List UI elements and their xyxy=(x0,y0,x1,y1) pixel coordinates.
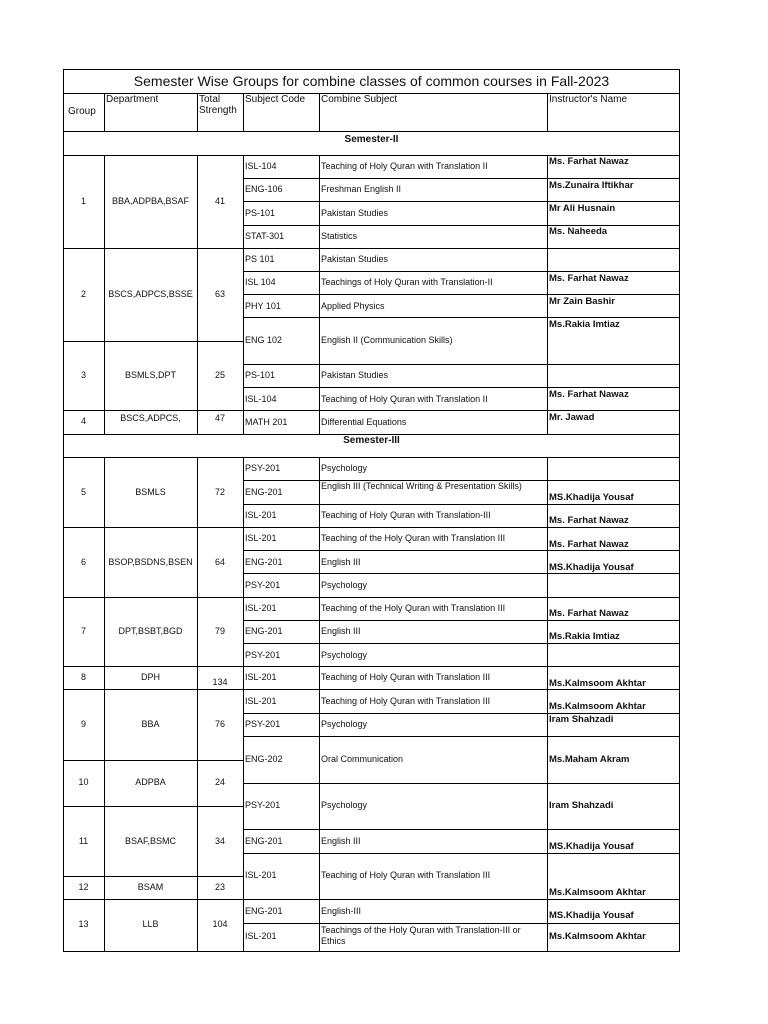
subject-code: ENG-201 xyxy=(245,836,283,846)
subject-code: PSY-201 xyxy=(245,800,281,810)
department: BBA xyxy=(141,719,160,729)
subject-code: PS 101 xyxy=(245,254,275,264)
subject-code: ISL 104 xyxy=(245,277,276,287)
subject-code: PSY-201 xyxy=(245,580,281,590)
instructor-name: Ms. Naheeda xyxy=(549,226,608,237)
group-number: 13 xyxy=(78,919,89,929)
divider xyxy=(243,643,680,644)
combine-subject: English III (Technical Writing & Presentation Skills) xyxy=(321,481,522,491)
divider xyxy=(243,201,680,202)
semester-heading: Semester-III xyxy=(343,435,400,446)
divider xyxy=(63,760,244,761)
header-combine-subject: Combine Subject xyxy=(321,94,398,105)
col-line xyxy=(104,457,105,951)
department: BSMLS xyxy=(135,487,166,497)
subject-code: ENG-202 xyxy=(245,754,283,764)
subject-code: ENG-201 xyxy=(245,557,283,567)
total-strength: 34 xyxy=(214,836,225,846)
divider xyxy=(243,294,680,295)
group-number: 12 xyxy=(78,882,89,892)
divider xyxy=(243,271,680,272)
total-strength: 64 xyxy=(214,557,225,567)
instructor-name: Ms.Kalmsoom Akhtar xyxy=(549,887,646,898)
instructor-name: MS.Khadija Yousaf xyxy=(549,492,634,503)
combine-subject: Pakistan Studies xyxy=(321,370,389,380)
subject-code: ENG-201 xyxy=(245,626,283,636)
subject-code: ISL-201 xyxy=(245,696,277,706)
instructor-name: Ms.Kalmsoom Akhtar xyxy=(549,931,646,942)
subject-code: ENG-106 xyxy=(245,184,283,194)
instructor-name: MS.Khadija Yousaf xyxy=(549,910,634,921)
subject-code: PS-101 xyxy=(245,370,276,380)
instructor-name: Ms.Zunaira Iftikhar xyxy=(549,180,634,191)
combine-subject: Teaching of Holy Quran with Translation III xyxy=(321,696,491,706)
department: BSCS,ADPCS,BSSE xyxy=(108,289,193,299)
divider xyxy=(63,689,680,690)
total-strength: 47 xyxy=(214,413,225,423)
total-strength: 63 xyxy=(214,289,225,299)
total-strength: 104 xyxy=(212,919,228,929)
divider xyxy=(63,666,680,667)
divider xyxy=(243,573,680,574)
divider xyxy=(243,504,680,505)
group-number: 2 xyxy=(80,289,86,299)
divider xyxy=(243,364,680,365)
department: LLB xyxy=(142,919,159,929)
department: BSAF,BSMC xyxy=(124,836,176,846)
group-number: 3 xyxy=(80,370,86,380)
subject-code: ENG 102 xyxy=(245,335,283,345)
combine-subject: Statistics xyxy=(321,231,358,241)
subject-code: ISL-104 xyxy=(245,394,277,404)
subject-code: PS-101 xyxy=(245,208,276,218)
divider xyxy=(63,527,680,528)
col-line xyxy=(319,93,320,132)
combine-subject: Psychology xyxy=(321,580,368,590)
col-line xyxy=(243,457,244,951)
divider xyxy=(243,387,680,388)
col-line xyxy=(547,457,548,951)
divider xyxy=(243,783,680,784)
combine-subject: Teaching of Holy Quran with Translation II xyxy=(321,161,488,171)
header-subject-code: Subject Code xyxy=(245,94,306,105)
subject-code: ISL-201 xyxy=(245,603,277,613)
divider xyxy=(63,410,680,411)
group-number: 9 xyxy=(80,719,86,729)
col-line xyxy=(547,93,548,132)
col-line xyxy=(104,93,105,132)
total-strength: 72 xyxy=(214,487,225,497)
divider xyxy=(243,736,680,737)
combine-subject: English II (Communication Skills) xyxy=(321,335,453,345)
combine-subject: Teaching of the Holy Quran with Translation III xyxy=(321,603,506,613)
divider xyxy=(243,550,680,551)
instructor-name: Ms. Farhat Nawaz xyxy=(549,539,629,550)
combine-subject: Teaching of Holy Quran with Translation II xyxy=(321,394,488,404)
total-strength: 23 xyxy=(214,882,225,892)
group-number: 4 xyxy=(80,416,86,426)
subject-code: ISL-201 xyxy=(245,533,277,543)
combine-subject: Psychology xyxy=(321,719,368,729)
col-line xyxy=(197,457,198,951)
combine-subject: English III xyxy=(321,626,361,636)
subject-code: PSY-201 xyxy=(245,719,281,729)
divider xyxy=(243,317,680,318)
instructor-name: Mr. Jawad xyxy=(549,412,595,423)
subject-code: ISL-104 xyxy=(245,161,277,171)
combine-subject: Teachings of the Holy Quran with Translation-III or Ethics xyxy=(321,925,521,946)
total-strength: 41 xyxy=(214,196,225,206)
instructor-name: Ms. Farhat Nawaz xyxy=(549,389,629,400)
header-instructor: Instructor's Name xyxy=(549,94,628,105)
group-number: 5 xyxy=(80,487,86,497)
combine-subject: English III xyxy=(321,836,361,846)
col-line xyxy=(243,155,244,434)
header-divider xyxy=(63,131,680,132)
header-group: Group xyxy=(68,106,96,117)
divider xyxy=(243,829,680,830)
combine-subject: Teachings of Holy Quran with Translation-II xyxy=(321,277,493,287)
department: BSOP,BSDNS,BSEN xyxy=(108,557,193,567)
group-number: 11 xyxy=(78,836,89,846)
group-number: 7 xyxy=(80,626,86,636)
divider xyxy=(63,899,680,900)
instructor-name: Ms.Rakia Imtiaz xyxy=(549,631,620,642)
total-strength: 79 xyxy=(214,626,225,636)
divider xyxy=(243,225,680,226)
combine-subject: English-III xyxy=(321,906,362,916)
instructor-name: Ms. Farhat Nawaz xyxy=(549,515,629,526)
instructor-name: Ms. Farhat Nawaz xyxy=(549,156,629,167)
divider xyxy=(63,457,680,458)
instructor-name: Ms.Rakia Imtiaz xyxy=(549,319,620,330)
instructor-name: Ms. Farhat Nawaz xyxy=(549,608,629,619)
combine-subject: Pakistan Studies xyxy=(321,208,389,218)
subject-code: ENG-201 xyxy=(245,906,283,916)
group-number: 10 xyxy=(78,777,89,787)
department: DPH xyxy=(140,672,160,682)
instructor-name: Ms.Kalmsoom Akhtar xyxy=(549,701,646,712)
divider xyxy=(243,178,680,179)
combine-subject: Psychology xyxy=(321,463,368,473)
divider xyxy=(243,620,680,621)
page-title: Semester Wise Groups for combine classes of common courses in Fall-2023 xyxy=(133,73,610,89)
combine-subject: Teaching of Holy Quran with Translation III xyxy=(321,672,491,682)
divider xyxy=(63,806,244,807)
instructor-name: Iram Shahzadi xyxy=(549,800,614,811)
department: BSMLS,DPT xyxy=(124,370,176,380)
subject-code: ISL-201 xyxy=(245,870,277,880)
subject-code: ISL-201 xyxy=(245,672,277,682)
header-department: Department xyxy=(106,94,159,105)
divider xyxy=(63,248,680,249)
total-strength: 24 xyxy=(214,777,225,787)
combine-subject: Oral Communication xyxy=(321,754,404,764)
instructor-name: Ms.Kalmsoom Akhtar xyxy=(549,678,646,689)
col-line xyxy=(547,155,548,434)
divider xyxy=(243,853,680,854)
subject-code: PSY-201 xyxy=(245,463,281,473)
department: BSAM xyxy=(137,882,164,892)
combine-subject: English III xyxy=(321,557,361,567)
border-top xyxy=(63,69,680,70)
divider xyxy=(63,597,680,598)
subject-code: ISL-201 xyxy=(245,931,277,941)
combine-subject: Teaching of Holy Quran with Translation-III xyxy=(321,510,491,520)
border-bottom xyxy=(63,951,680,952)
instructor-name: Iram Shahzadi xyxy=(549,714,614,725)
divider xyxy=(243,713,680,714)
divider xyxy=(63,876,244,877)
group-number: 8 xyxy=(80,672,86,682)
header-total-strength: Total Strength xyxy=(199,94,237,116)
total-strength: 76 xyxy=(214,719,225,729)
divider xyxy=(63,341,244,342)
combine-subject: Psychology xyxy=(321,650,368,660)
col-line xyxy=(319,155,320,434)
subject-code: ENG-201 xyxy=(245,487,283,497)
combine-subject: Differential Equations xyxy=(321,417,407,427)
combine-subject: Teaching of the Holy Quran with Translation III xyxy=(321,533,506,543)
department: BBA,ADPBA,BSAF xyxy=(111,196,190,206)
total-strength: 25 xyxy=(214,370,225,380)
instructor-name: MS.Khadija Yousaf xyxy=(549,841,634,852)
subject-code: PSY-201 xyxy=(245,650,281,660)
instructor-name: Mr Ali Husnain xyxy=(549,203,616,214)
combine-subject: Pakistan Studies xyxy=(321,254,389,264)
combine-subject: Freshman English II xyxy=(321,184,402,194)
group-number: 6 xyxy=(80,557,86,567)
department: DPT,BSBT,BGD xyxy=(118,626,183,636)
combine-subject: Applied Physics xyxy=(321,301,385,311)
subject-code: STAT-301 xyxy=(245,231,285,241)
semester-heading: Semester-II xyxy=(344,134,399,145)
col-line xyxy=(243,93,244,132)
combine-subject: Psychology xyxy=(321,800,368,810)
instructor-name: Ms. Farhat Nawaz xyxy=(549,273,629,284)
subject-code: ISL-201 xyxy=(245,510,277,520)
divider xyxy=(243,923,680,924)
instructor-name: Ms.Maham Akram xyxy=(549,754,630,765)
instructor-name: Mr Zain Bashir xyxy=(549,296,615,307)
total-strength: 134 xyxy=(212,677,228,687)
combine-subject: Teaching of Holy Quran with Translation III xyxy=(321,870,491,880)
group-number: 1 xyxy=(80,196,86,206)
col-line xyxy=(319,457,320,951)
subject-code: MATH 201 xyxy=(245,417,288,427)
department: BSCS,ADPCS, xyxy=(120,413,181,423)
instructor-name: MS.Khadija Yousaf xyxy=(549,562,634,573)
department: ADPBA xyxy=(135,777,166,787)
col-line xyxy=(197,93,198,132)
subject-code: PHY 101 xyxy=(245,301,281,311)
